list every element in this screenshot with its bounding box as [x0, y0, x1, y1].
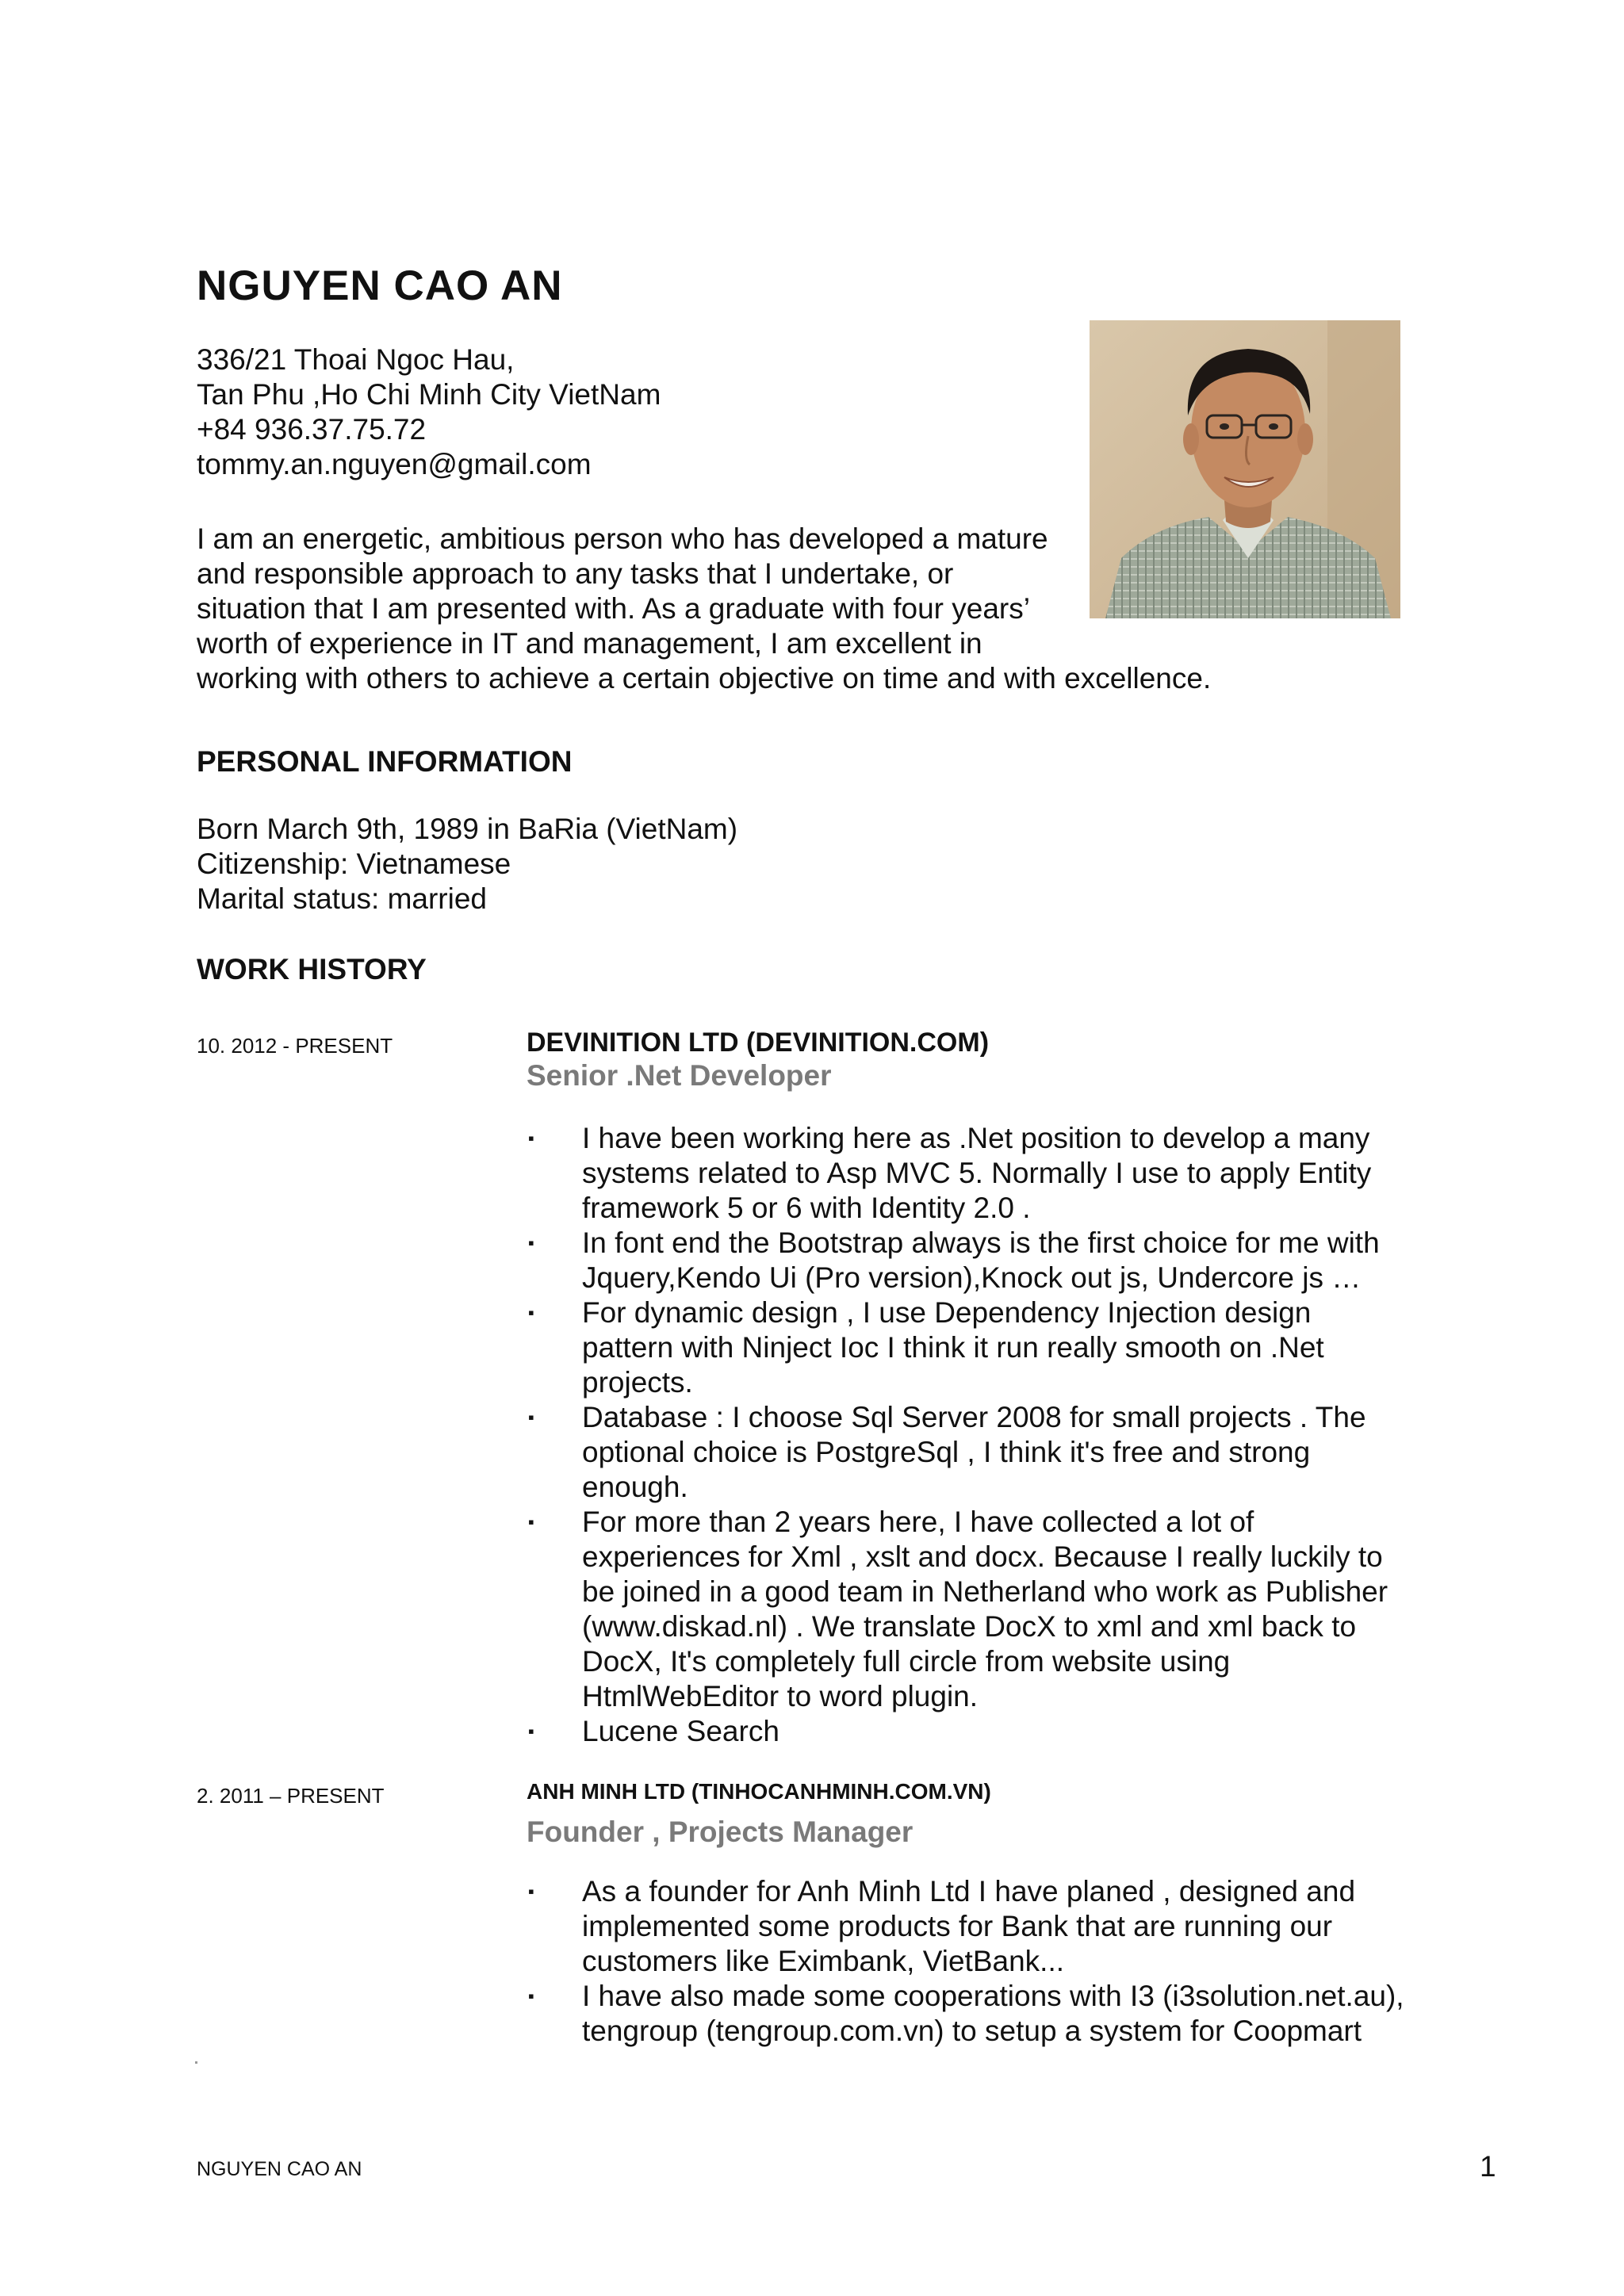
list-item: [527, 1714, 1388, 1749]
bullet-icon: ▪: [528, 1881, 534, 1901]
role-devinition: Senior .Net Developer: [527, 1059, 832, 1092]
duty-line: I have been working here as .Net position to develop a many: [582, 1122, 1370, 1154]
summary-line: I am an energetic, ambitious person who has developed a mature: [197, 522, 1048, 555]
personal-info-heading: PERSONAL INFORMATION: [197, 745, 573, 778]
list-item: [527, 1505, 1388, 1714]
duty-line: framework 5 or 6 with Identity 2.0 .: [582, 1192, 1031, 1224]
summary-line: situation that I am presented with. As a graduate with four years’: [197, 592, 1030, 625]
footer-name: NGUYEN CAO AN: [197, 2158, 362, 2180]
address-line-2: Tan Phu ,Ho Chi Minh City VietNam: [197, 378, 661, 411]
bullet-icon: ▪: [528, 1512, 534, 1532]
duty-line: HtmlWebEditor to word plugin.: [582, 1680, 979, 1712]
duty-line: For dynamic design , I use Dependency Injection design: [582, 1296, 1312, 1329]
duty-line: As a founder for Anh Minh Ltd I have planed , designed and: [582, 1875, 1356, 1908]
duty-line: be joined in a good team in Netherland who work as Publisher: [582, 1575, 1388, 1608]
bullet-icon: ▪: [528, 1407, 534, 1427]
duty-line: For more than 2 years here, I have collected a lot of: [582, 1506, 1254, 1538]
bullet-icon: ▪: [528, 1986, 534, 2006]
personal-info-block: [197, 812, 737, 916]
duty-line: In font end the Bootstrap always is the first choice for me with: [582, 1226, 1380, 1259]
duty-line: projects.: [582, 1366, 693, 1399]
role-anh-minh: Founder , Projects Manager: [527, 1816, 914, 1848]
summary-paragraph: [197, 522, 1211, 696]
duty-line: customers like Eximbank, VietBank...: [582, 1945, 1065, 1977]
list-item: [527, 1295, 1388, 1400]
job-duties-devinition: [527, 1121, 1388, 1749]
stray-mark: [195, 2061, 197, 2064]
bullet-icon: ▪: [528, 1303, 534, 1322]
page-number: 1: [1480, 2150, 1496, 2183]
duty-line: tengroup (tengroup.com.vn) to setup a system for Coopmart: [582, 2015, 1362, 2047]
birth-info: Born March 9th, 1989 in BaRia (VietNam): [197, 813, 738, 845]
duty-line: implemented some products for Bank that are running our: [582, 1910, 1333, 1942]
summary-line: worth of experience in IT and management, I am excellent in: [197, 627, 982, 660]
duty-line: (www.diskad.nl) . We translate DocX to xml and xml back to: [582, 1610, 1357, 1643]
marital-status: Marital status: married: [197, 882, 487, 915]
work-history-heading: WORK HISTORY: [197, 953, 427, 985]
company-anh-minh: ANH MINH LTD (TINHOCANHMINH.COM.VN): [527, 1779, 991, 1804]
phone-number: +84 936.37.75.72: [197, 413, 427, 446]
citizenship-info: Citizenship: Vietnamese: [197, 848, 511, 880]
duty-line: Lucene Search: [582, 1715, 779, 1747]
bullet-icon: ▪: [528, 1128, 534, 1148]
duty-line: enough.: [582, 1471, 688, 1503]
list-item: [527, 1874, 1404, 1979]
contact-block: [197, 342, 661, 482]
list-item: [527, 1226, 1388, 1295]
list-item: [527, 1121, 1388, 1226]
duty-line: pattern with Ninject Ioc I think it run really smooth on .Net: [582, 1331, 1324, 1364]
job-date-anh-minh: 2. 2011 – PRESENT: [197, 1784, 385, 1808]
candidate-name: NGUYEN CAO AN: [197, 262, 563, 309]
duty-line: I have also made some cooperations with I3 (i3solution.net.au),: [582, 1980, 1404, 2012]
summary-line: working with others to achieve a certain objective on time and with excellence.: [197, 662, 1212, 695]
bullet-icon: ▪: [528, 1721, 534, 1741]
bullet-icon: ▪: [528, 1233, 534, 1253]
email-address[interactable]: tommy.an.nguyen@gmail.com: [197, 448, 592, 480]
company-devinition: DEVINITION LTD (DEVINITION.COM): [527, 1027, 990, 1058]
duty-line: DocX, It's completely full circle from website using: [582, 1645, 1231, 1678]
list-item: [527, 1400, 1388, 1505]
duty-line: Jquery,Kendo Ui (Pro version),Knock out js, Undercore js …: [582, 1261, 1362, 1294]
duty-line: Database : I choose Sql Server 2008 for small projects . The: [582, 1401, 1366, 1433]
duty-line: experiences for Xml , xslt and docx. Because I really luckily to: [582, 1540, 1383, 1573]
list-item: [527, 1979, 1404, 2049]
address-line-1: 336/21 Thoai Ngoc Hau,: [197, 343, 515, 376]
job-date-devinition: 10. 2012 - PRESENT: [197, 1034, 393, 1058]
summary-line: and responsible approach to any tasks that I undertake, or: [197, 557, 954, 590]
duty-line: systems related to Asp MVC 5. Normally I use to apply Entity: [582, 1157, 1372, 1189]
duty-line: optional choice is PostgreSql , I think it's free and strong: [582, 1436, 1311, 1468]
job-duties-anh-minh: [527, 1874, 1404, 2049]
